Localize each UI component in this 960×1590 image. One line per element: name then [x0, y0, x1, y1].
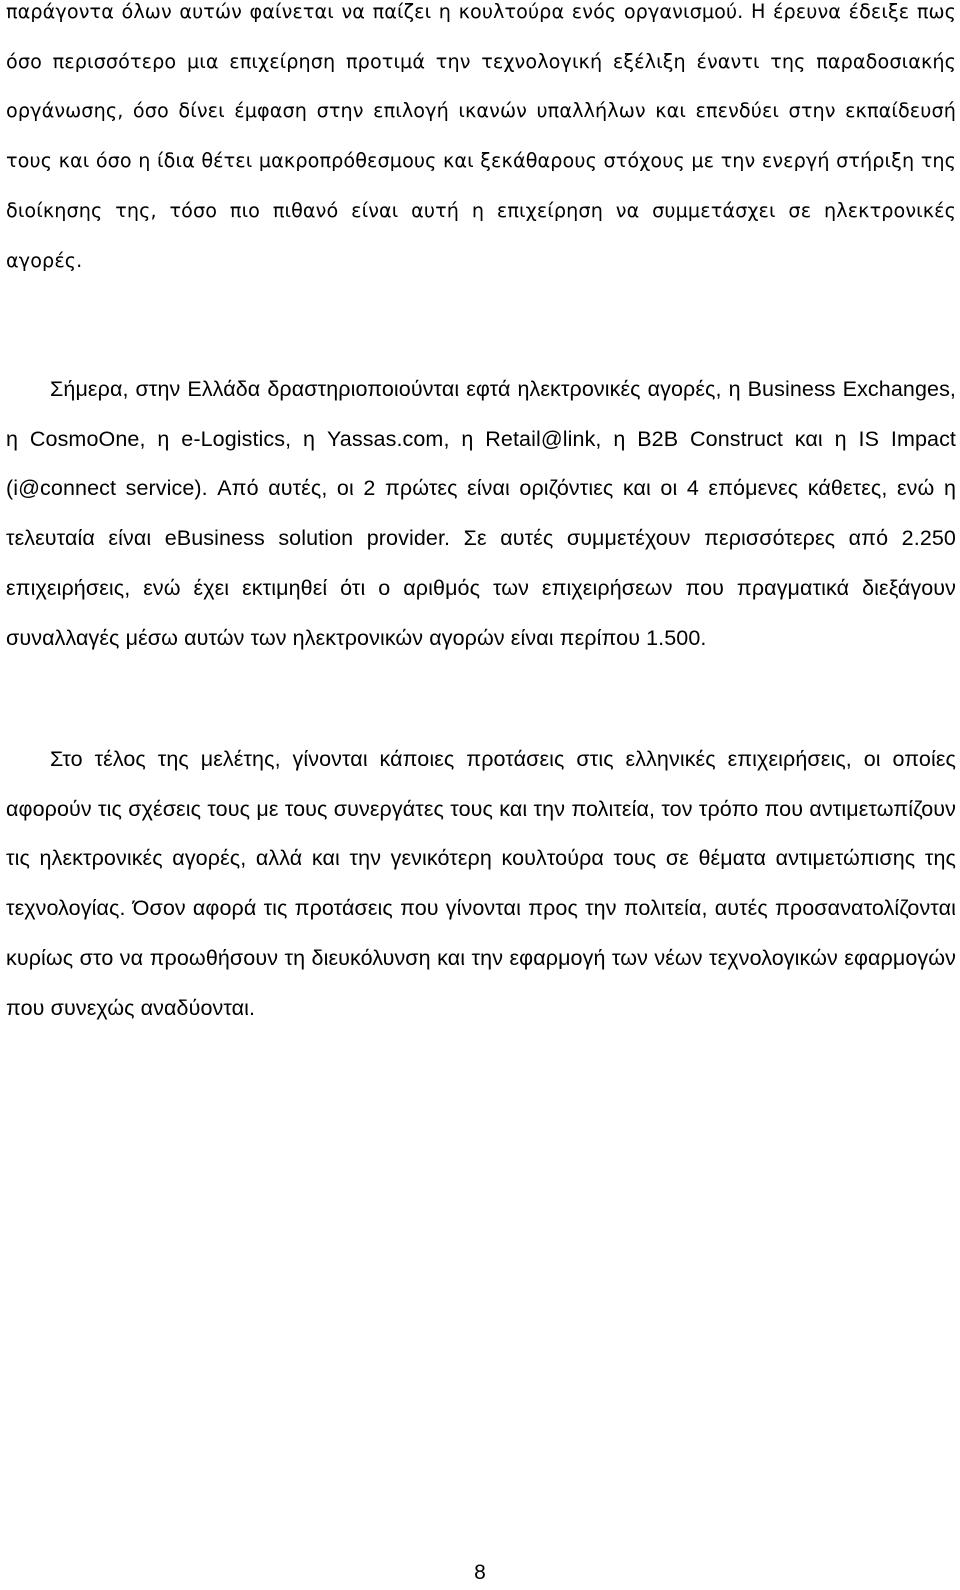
paragraph-study-proposals: Στο τέλος της μελέτης, γίνονται κάποιες προτάσεις στις ελληνικές επιχειρήσεις, οι οποίες αφορούν τις σχέσεις τους με τους συνεργάτες τους και την πολιτεία, τον τρόπο που αντιμετωπίζουν τις ηλεκτρονικές αγορές, αλλά και την γενικότερη κουλτούρα τους σε θέματα αντιμετώπισης της τεχνολογίας. Όσον αφορά τις προτάσεις που γίνονται προς την πολιτεία, αυτές προσανατολίζονται κυρίως στο να προωθήσουν τη διευκόλυνση και την εφαρμογή των νέων τεχνολογικών εφαρμογών που συνεχώς αναδύονται. — [6, 747, 956, 1020]
page-number: 8 — [474, 1561, 486, 1584]
paragraph-organizational-culture: παράγοντα όλων αυτών φαίνεται να παίζει η κουλτούρα ενός οργανισμού. Η έρευνα έδειξε πως όσο περισσότερο μια επιχείρηση προτιμά την τεχνολογική εξέλιξη έναντι της παραδοσιακής οργάνωσης, όσο δίνει έμφαση στην επιλογή ικανών υπαλλήλων και επενδύει στην εκπαίδευσή τους και όσο η ίδια θέτει μακροπρόθεσμους και ξεκάθαρους στόχους με την ενεργή στήριξη της διοίκησης της, τόσο πιο πιθανό είναι αυτή η επιχείρηση να συμμετάσχει σε ηλεκτρονικές αγορές. — [6, 0, 956, 272]
paragraph-greek-e-marketplaces: Σήμερα, στην Ελλάδα δραστηριοποιούνται εφτά ηλεκτρονικές αγορές, η Business Exchanges, η CosmoOne, η e-Logistics, η Yassas.com, η Retail@link, η B2B Construct και η IS Impact (i@connect service). Από αυτές, οι 2 πρώτες είναι οριζόντιες και οι 4 επόμενες κάθετες, ενώ η τελευταία είναι eBusiness solution provider. Σε αυτές συμμετέχουν περισσότερες από 2.250 επιχειρήσεις, ενώ έχει εκτιμηθεί ότι ο αριθμός των επιχειρήσεων που πραγματικά διεξάγουν συναλλαγές μέσω αυτών των ηλεκτρονικών αγορών είναι περίπου 1.500. — [6, 377, 956, 650]
